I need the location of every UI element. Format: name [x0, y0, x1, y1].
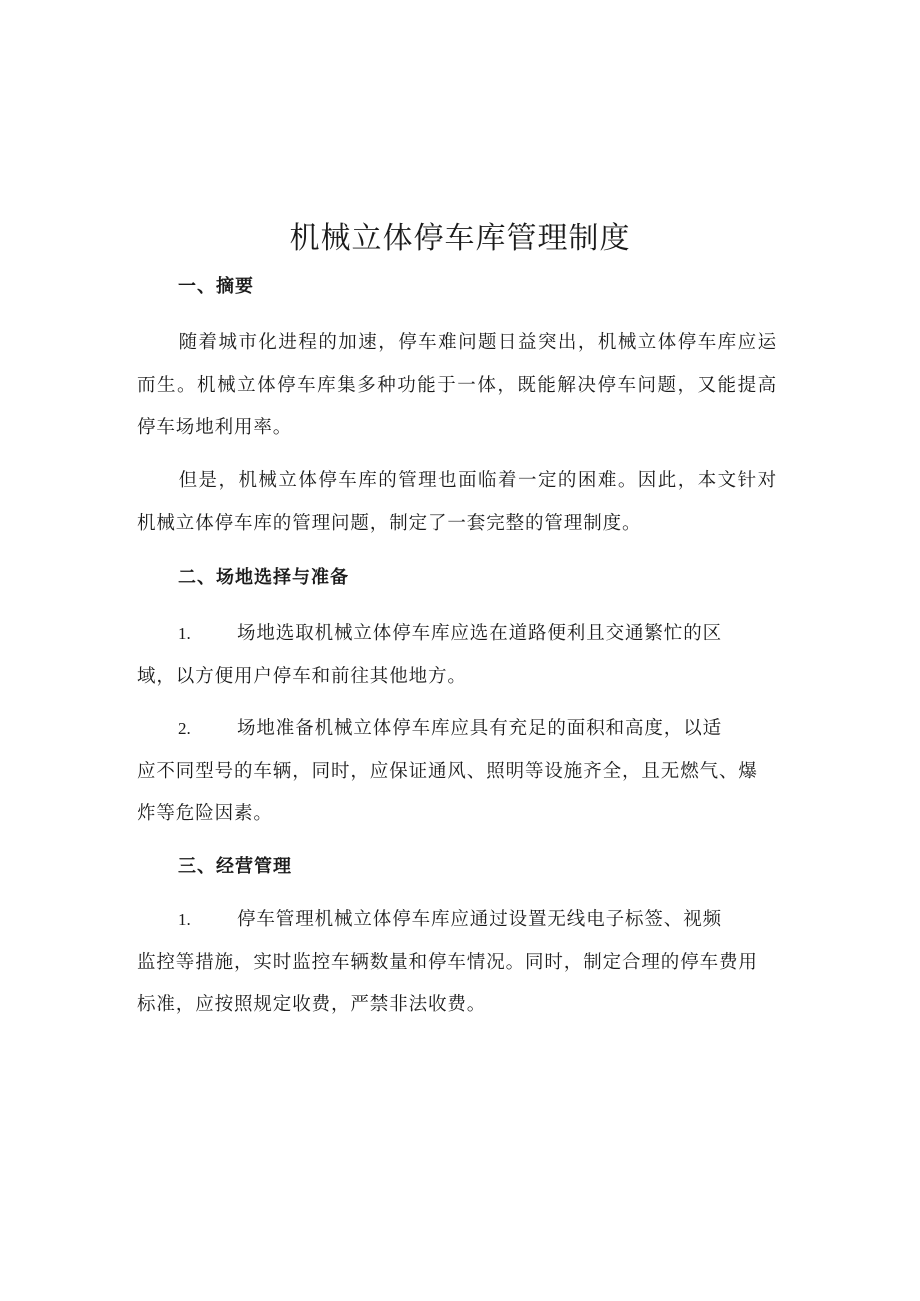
list-item-number: 2.	[178, 719, 191, 738]
list-item	[137, 708, 777, 836]
list-item-first-line: 场地选取机械立体停车库应选在道路便利且交通繁忙的区	[237, 623, 723, 644]
list-item	[137, 613, 777, 698]
document-title: 机械立体停车库管理制度	[289, 221, 631, 256]
list-item	[137, 899, 777, 1027]
paragraph	[137, 322, 777, 450]
paragraph	[137, 460, 777, 545]
section-heading-site: 二、场地选择与准备	[178, 567, 349, 588]
list-item-rest: 域，以方便用户停车和前往其他地方。	[137, 665, 467, 687]
list-item-rest: 应不同型号的车辆，同时，应保证通风、照明等设施齐全，且无燃气、爆炸等危险因素。	[137, 760, 758, 824]
list-item-first-line: 场地准备机械立体停车库应具有充足的面积和高度，以适	[237, 718, 723, 739]
list-item-number: 1.	[178, 624, 191, 643]
list-item-first-line: 停车管理机械立体停车库应通过设置无线电子标签、视频	[237, 909, 723, 930]
list-item-rest: 监控等措施，实时监控车辆数量和停车情况。同时，制定合理的停车费用标准，应按照规定收费，严禁非法收费。	[137, 951, 758, 1015]
list-item-number: 1.	[178, 910, 191, 929]
paragraph-text: 随着城市化进程的加速，停车难问题日益突出，机械立体停车库应运而生。机械立体停车库集多种功能于一体，既能解决停车问题，又能提高停车场地利用率。	[137, 332, 777, 438]
section-heading-abstract: 一、摘要	[178, 276, 254, 297]
paragraph-text: 但是，机械立体停车库的管理也面临着一定的困难。因此，本文针对机械立体停车库的管理问题，制定了一套完整的管理制度。	[137, 470, 777, 534]
section-heading-operations: 三、经营管理	[178, 856, 292, 877]
